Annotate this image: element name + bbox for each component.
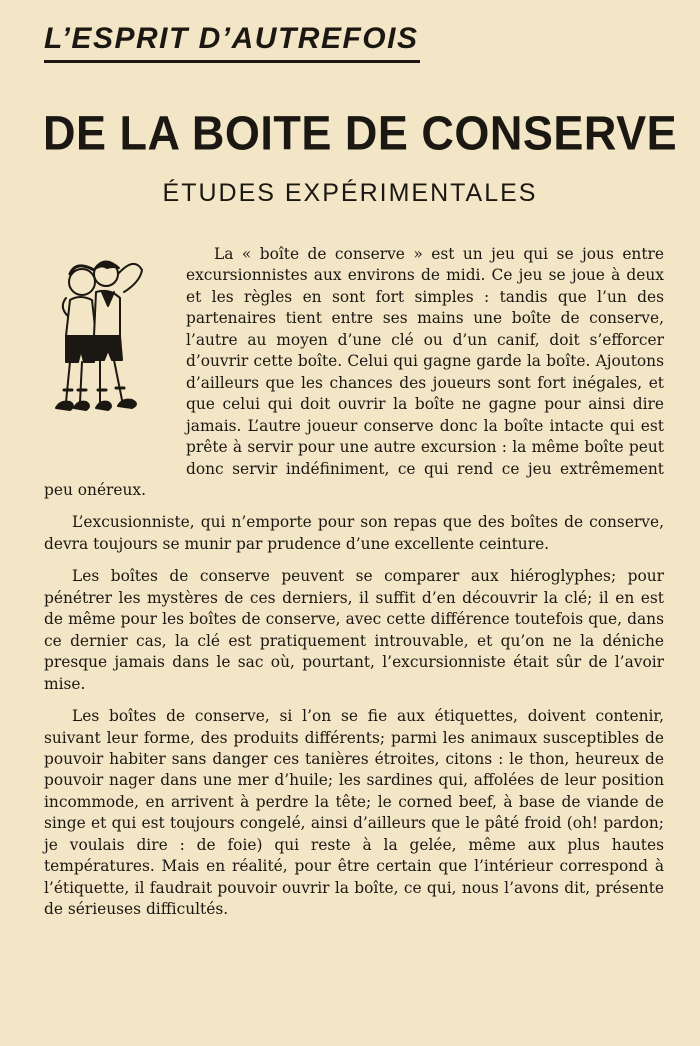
- article-body: [44, 244, 664, 932]
- article-headline: DE LA BOITE DE CONSERVE: [43, 105, 678, 161]
- paragraph-3: Les boîtes de conserve peuvent se comparer aux hiéroglyphes; pour pénétrer les mystères de ces derniers, il suffit d’en découvrir la clé; il en est de même pour les boîtes de conserve, avec cette différence toutefois que, dans ce dernier cas, la clé est pratiquement introuvable, et qu’on ne la déniche presque jamais dans le sac où, pourtant, l’excursionniste était sûr de l’avoir mise.: [44, 567, 664, 693]
- article-subtitle: ÉTUDES EXPÉRIMENTALES: [162, 179, 538, 207]
- paragraph-4: Les boîtes de conserve, si l’on se fie aux étiquettes, doivent contenir, suivant leur forme, des produits différents; parmi les animaux susceptibles de pouvoir habiter sans danger ces tanières étroites, citons : le thon, heureux de pouvoir nager dans une mer d’huile; les sardines qui, affolées de leur position incommode, en arrivent à perdre la tête; le corned beef, à base de viande de singe et qui est toujours congelé, ainsi d’ailleurs que le pâté froid (oh! pardon; je voulais dire : de foie) qui reste à la gelée, même aux plus hautes températures. Mais en réalité, pour être certain que l’intérieur correspond à l’étiquette, il faudrait pouvoir ouvrir la boîte, ce qui, nous l’avons dit, présente de sérieuses difficultés.: [44, 707, 664, 919]
- paragraph-2: L’excusionniste, qui n’emporte pour son repas que des boîtes de conserve, devra toujours se munir par prudence d’une excellente ceinture.: [44, 513, 664, 553]
- paragraph-1: La « boîte de conserve » est un jeu qui se jous entre excursionnistes aux environs de midi. Ce jeu se joue à deux et les règles en sont fort simples : tandis que l’un des partenaires tient entre ses mains une boîte de conserve, l’autre au moyen d’une clé ou d’un canif, doit s’efforcer d’ouvrir cette boîte. Celui qui gagne garde la boîte. Ajoutons d’ailleurs que les chances des joueurs sont fort inégales, et que celui qui doit ouvrir la boîte ne gagne pour ainsi dire jamais. L’autre joueur conserve donc la boîte intacte qui est prête à servir pour une autre excursion : la même boîte peut donc servir indéfiniment, ce qui rend ce jeu extrêmement peu onéreux.: [44, 245, 664, 499]
- section-rubric: L’ESPRIT D’AUTREFOIS: [44, 22, 419, 55]
- two-boys-wrestling-illustration: [44, 244, 174, 466]
- rubric-underline: [44, 60, 420, 63]
- two-boys-wrestling-icon: [44, 244, 174, 444]
